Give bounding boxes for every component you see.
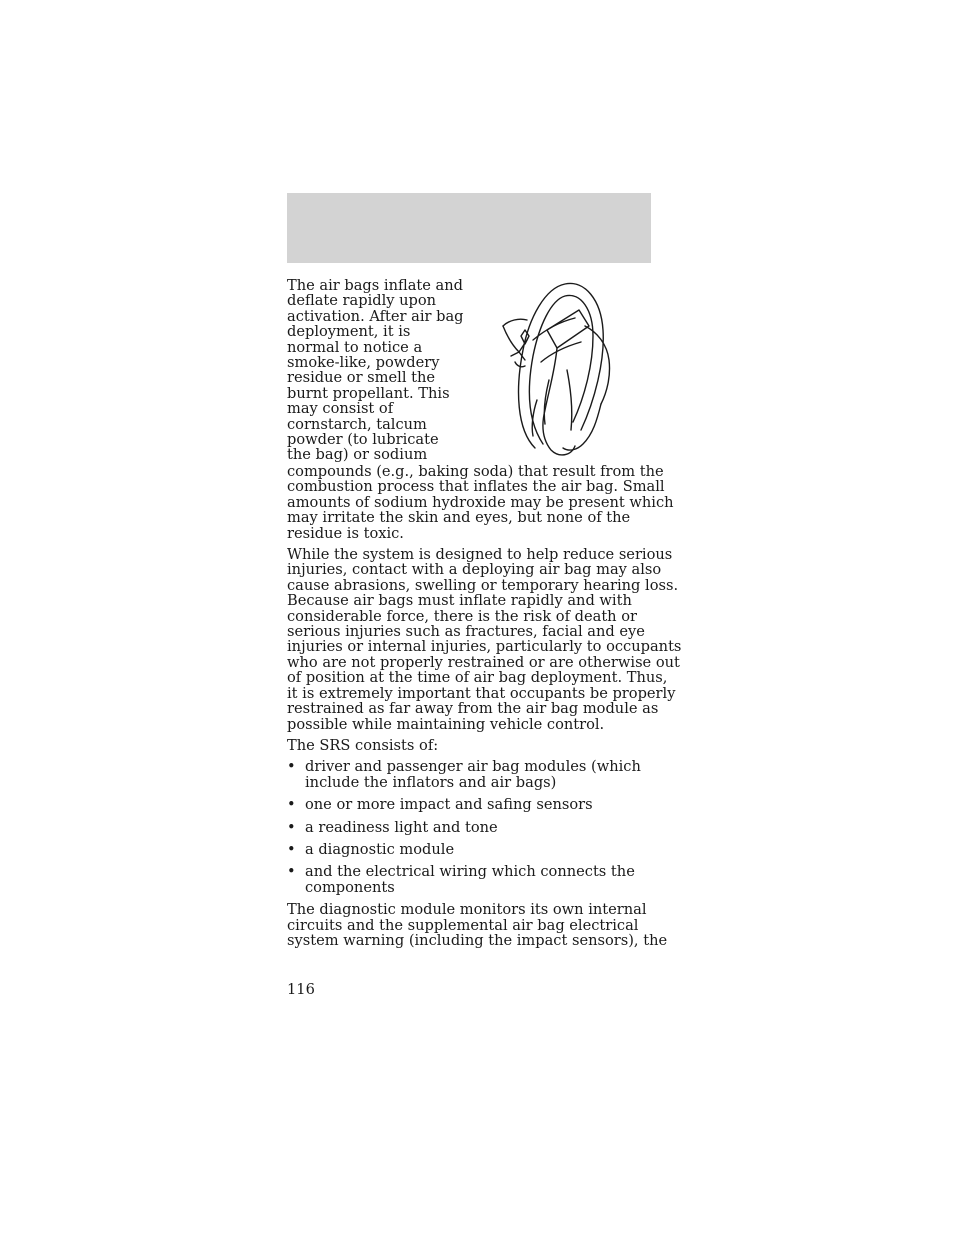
text-line: smoke-like, powdery: [287, 354, 440, 372]
text-line: considerable force, there is the risk of death or: [287, 607, 637, 625]
text-line: serious injuries such as fractures, facial and eye: [287, 623, 645, 641]
text-line: cornstarch, talcum: [287, 415, 427, 433]
text-line: it is extremely important that occupants be properly: [287, 684, 676, 702]
bullet: •: [287, 863, 296, 881]
page-content: [287, 277, 682, 954]
text-line: activation. After air bag: [287, 307, 464, 325]
text-line: deployment, it is: [287, 323, 411, 341]
bullet: •: [287, 818, 296, 836]
text-line: The diagnostic module monitors its own internal: [287, 901, 647, 919]
text-line: powder (to lubricate: [287, 431, 439, 449]
text-line: may irritate the skin and eyes, but none of the: [287, 509, 631, 527]
injury-warning-paragraph: [287, 546, 682, 733]
text-line: the bag) or sodium: [287, 446, 428, 464]
bullet: •: [287, 758, 296, 776]
text-line: circuits and the supplemental air bag electrical: [287, 916, 639, 934]
text-line: burnt propellant. This: [287, 384, 450, 402]
list-item-line: and the electrical wiring which connects the: [305, 863, 635, 881]
list-item: [287, 759, 653, 790]
text-line: compounds (e.g., baking soda) that result from the: [287, 463, 664, 480]
text-line: of position at the time of air bag deployment. Thus,: [287, 669, 668, 687]
list-item: [287, 820, 653, 835]
srs-intro: The SRS consists of:: [287, 736, 439, 754]
text-line: residue or smell the: [287, 369, 436, 387]
text-line: possible while maintaining vehicle control.: [287, 715, 605, 733]
text-line: residue is toxic.: [287, 524, 404, 542]
text-line: normal to notice a: [287, 338, 423, 356]
text-line: deflate rapidly upon: [287, 292, 437, 310]
list-item-line: one or more impact and safing sensors: [305, 796, 593, 814]
list-item: [287, 797, 653, 812]
diagnostic-module-paragraph: [287, 901, 668, 949]
list-item-line: include the inflators and air bags): [305, 773, 557, 791]
list-item-line: driver and passenger air bag modules (which: [305, 758, 641, 776]
text-line: amounts of sodium hydroxide may be present which: [287, 493, 674, 511]
intro-paragraph: [287, 278, 462, 463]
text-line: restrained as far away from the air bag module as: [287, 700, 659, 718]
page-number: 116: [287, 981, 315, 998]
section-header-band: [287, 193, 651, 263]
text-line: Because air bags must inflate rapidly and with: [287, 592, 632, 610]
list-item-line: a diagnostic module: [305, 840, 455, 858]
text-line: The air bags inflate and: [287, 277, 463, 294]
text-line: cause abrasions, swelling or temporary hearing loss.: [287, 576, 679, 594]
bullet: •: [287, 796, 296, 814]
list-item: [287, 864, 653, 895]
srs-components-list: [287, 759, 653, 895]
text-line: While the system is designed to help reduce serious: [287, 546, 673, 564]
list-item-line: a readiness light and tone: [305, 818, 498, 836]
intro-continuation: [287, 463, 674, 542]
text-line: system warning (including the impact sensors), the: [287, 931, 668, 949]
text-line: may consist of: [287, 400, 394, 418]
list-item-line: components: [305, 878, 395, 896]
text-line: injuries, contact with a deploying air bag may also: [287, 561, 662, 579]
text-line: who are not properly restrained or are otherwise out: [287, 653, 680, 671]
intro-block: [287, 278, 653, 464]
bullet: •: [287, 840, 296, 858]
deployed-airbag-steering-wheel-illustration: [497, 280, 622, 465]
text-line: combustion process that inflates the air bag. Small: [287, 478, 665, 496]
list-item: [287, 842, 653, 857]
text-line: injuries or internal injuries, particularly to occupants: [287, 638, 682, 656]
